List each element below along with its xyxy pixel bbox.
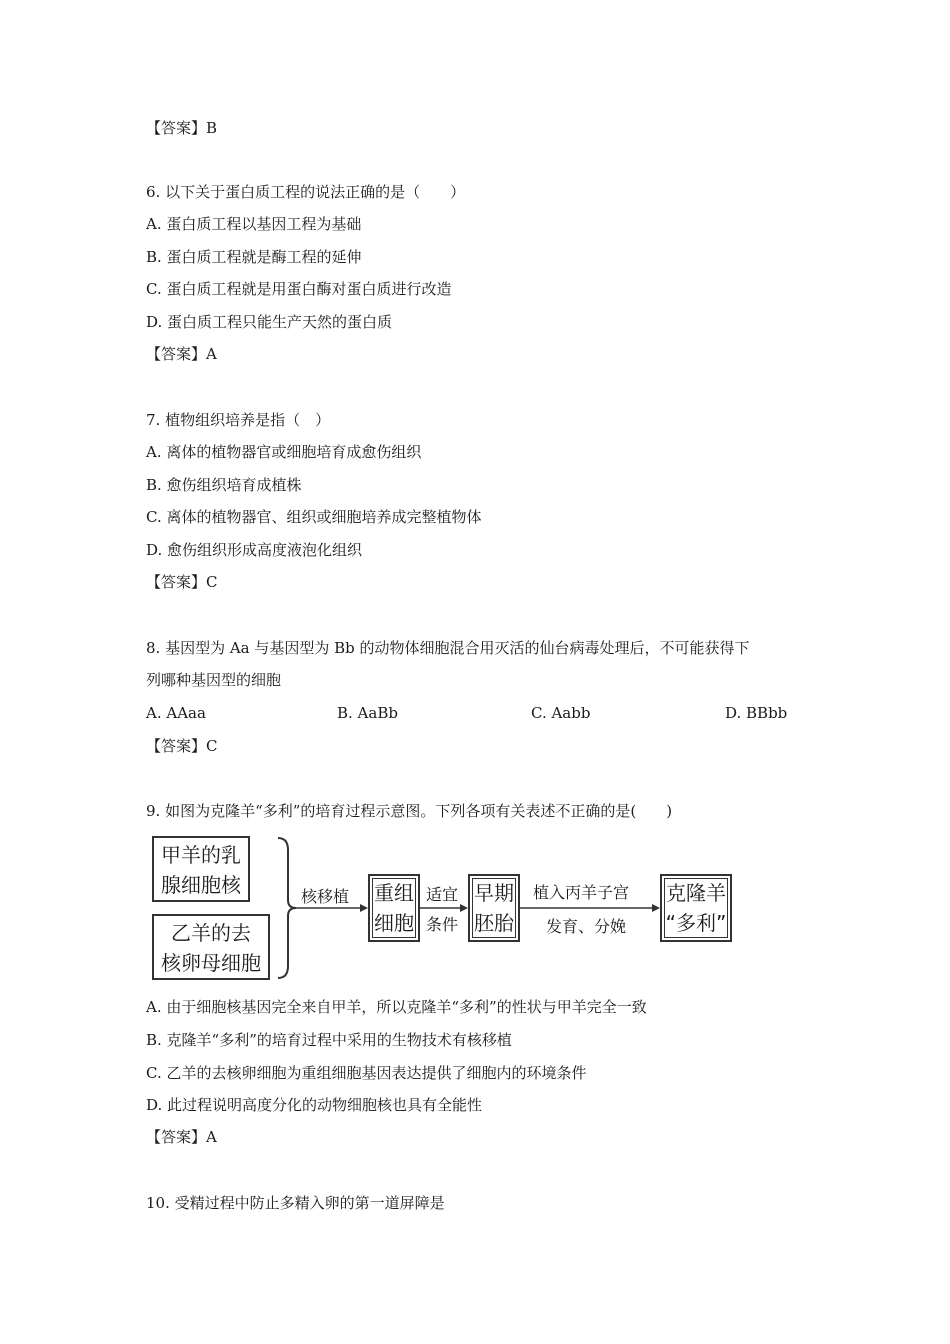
question-9-option-c: C. 乙羊的去核卵细胞为重组细胞基因表达提供了细胞内的环境条件: [146, 1064, 587, 1082]
question-9-stem: 9. 如图为克隆羊“多利”的培育过程示意图。下列各项有关表述不正确的是( ): [146, 802, 673, 820]
question-8-option-b: B. AaBb: [337, 704, 398, 722]
question-6-stem: 6. 以下关于蛋白质工程的说法正确的是（ ）: [146, 183, 466, 201]
box-donor-nucleus-line1: 甲羊的乳: [161, 843, 241, 867]
question-7-option-a: A. 离体的植物器官或细胞培育成愈伤组织: [146, 443, 422, 461]
answer-7: 【答案】C: [146, 573, 218, 591]
box-early-embryo: [468, 874, 520, 942]
box-clone-dolly: [660, 874, 732, 942]
label-develop: 发育、分娩: [546, 917, 627, 936]
question-7-stem: 7. 植物组织培养是指（ ）: [146, 411, 331, 429]
box-donor-nucleus-line2: 腺细胞核: [161, 873, 241, 897]
label-nuclear-transfer: 核移植: [301, 887, 350, 906]
diagram-brace: [278, 838, 296, 978]
question-6-option-a: A. 蛋白质工程以基因工程为基础: [146, 215, 362, 233]
question-6-option-d: D. 蛋白质工程只能生产天然的蛋白质: [146, 313, 393, 331]
box-reconstructed-cell-line2: 细胞: [374, 911, 414, 935]
question-8-option-c: C. Aabb: [531, 704, 591, 722]
question-9-option-d: D. 此过程说明高度分化的动物细胞核也具有全能性: [146, 1096, 483, 1114]
box-enucleated-oocyte-line2: 核卵母细胞: [161, 951, 261, 975]
diagram-arrowhead-3: [652, 904, 660, 912]
question-9-option-b: B. 克隆羊“多利”的培育过程中采用的生物技术有核移植: [146, 1031, 512, 1049]
answer-5: 【答案】B: [146, 119, 218, 137]
diagram-arrowhead-1: [360, 904, 368, 912]
question-6-option-c: C. 蛋白质工程就是用蛋白酶对蛋白质进行改造: [146, 280, 452, 298]
question-9-option-a: A. 由于细胞核基因完全来自甲羊，所以克隆羊“多利”的性状与甲羊完全一致: [146, 998, 647, 1016]
answer-6: 【答案】A: [146, 345, 217, 363]
diagram-arrowhead-2: [460, 904, 468, 912]
box-clone-dolly-line1: 克隆羊: [666, 881, 726, 905]
question-8-option-a: A. AAaa: [146, 704, 206, 722]
question-8-option-d: D. BBbb: [725, 704, 788, 722]
label-implant: 植入丙羊子宫: [533, 883, 630, 902]
question-6-option-b: B. 蛋白质工程就是酶工程的延伸: [146, 248, 362, 266]
box-enucleated-oocyte-line1: 乙羊的去: [171, 921, 251, 945]
answer-9: 【答案】A: [146, 1128, 217, 1146]
question-7-option-c: C. 离体的植物器官、组织或细胞培养成完整植物体: [146, 508, 482, 526]
question-8-stem-line1: 8. 基因型为 Aa 与基因型为 Bb 的动物体细胞混合用灭活的仙台病毒处理后，不可能获得下: [146, 639, 750, 657]
question-7-option-d: D. 愈伤组织形成高度液泡化组织: [146, 541, 363, 559]
label-suitable-conditions-2: 条件: [426, 915, 459, 934]
box-clone-dolly-line2: “多利”: [665, 911, 727, 935]
question-8-stem-line2: 列哪种基因型的细胞: [146, 671, 282, 689]
label-suitable-conditions-1: 适宜: [426, 885, 459, 904]
question-10-stem: 10. 受精过程中防止多精入卵的第一道屏障是: [146, 1194, 445, 1212]
box-reconstructed-cell-line1: 重组: [374, 881, 414, 905]
box-early-embryo-line2: 胚胎: [474, 911, 514, 935]
question-7-option-b: B. 愈伤组织培育成植株: [146, 476, 302, 494]
box-early-embryo-line1: 早期: [474, 881, 514, 905]
box-enucleated-oocyte: [152, 914, 270, 980]
box-reconstructed-cell: [368, 874, 420, 942]
box-donor-nucleus: [152, 836, 250, 902]
answer-8: 【答案】C: [146, 737, 218, 755]
